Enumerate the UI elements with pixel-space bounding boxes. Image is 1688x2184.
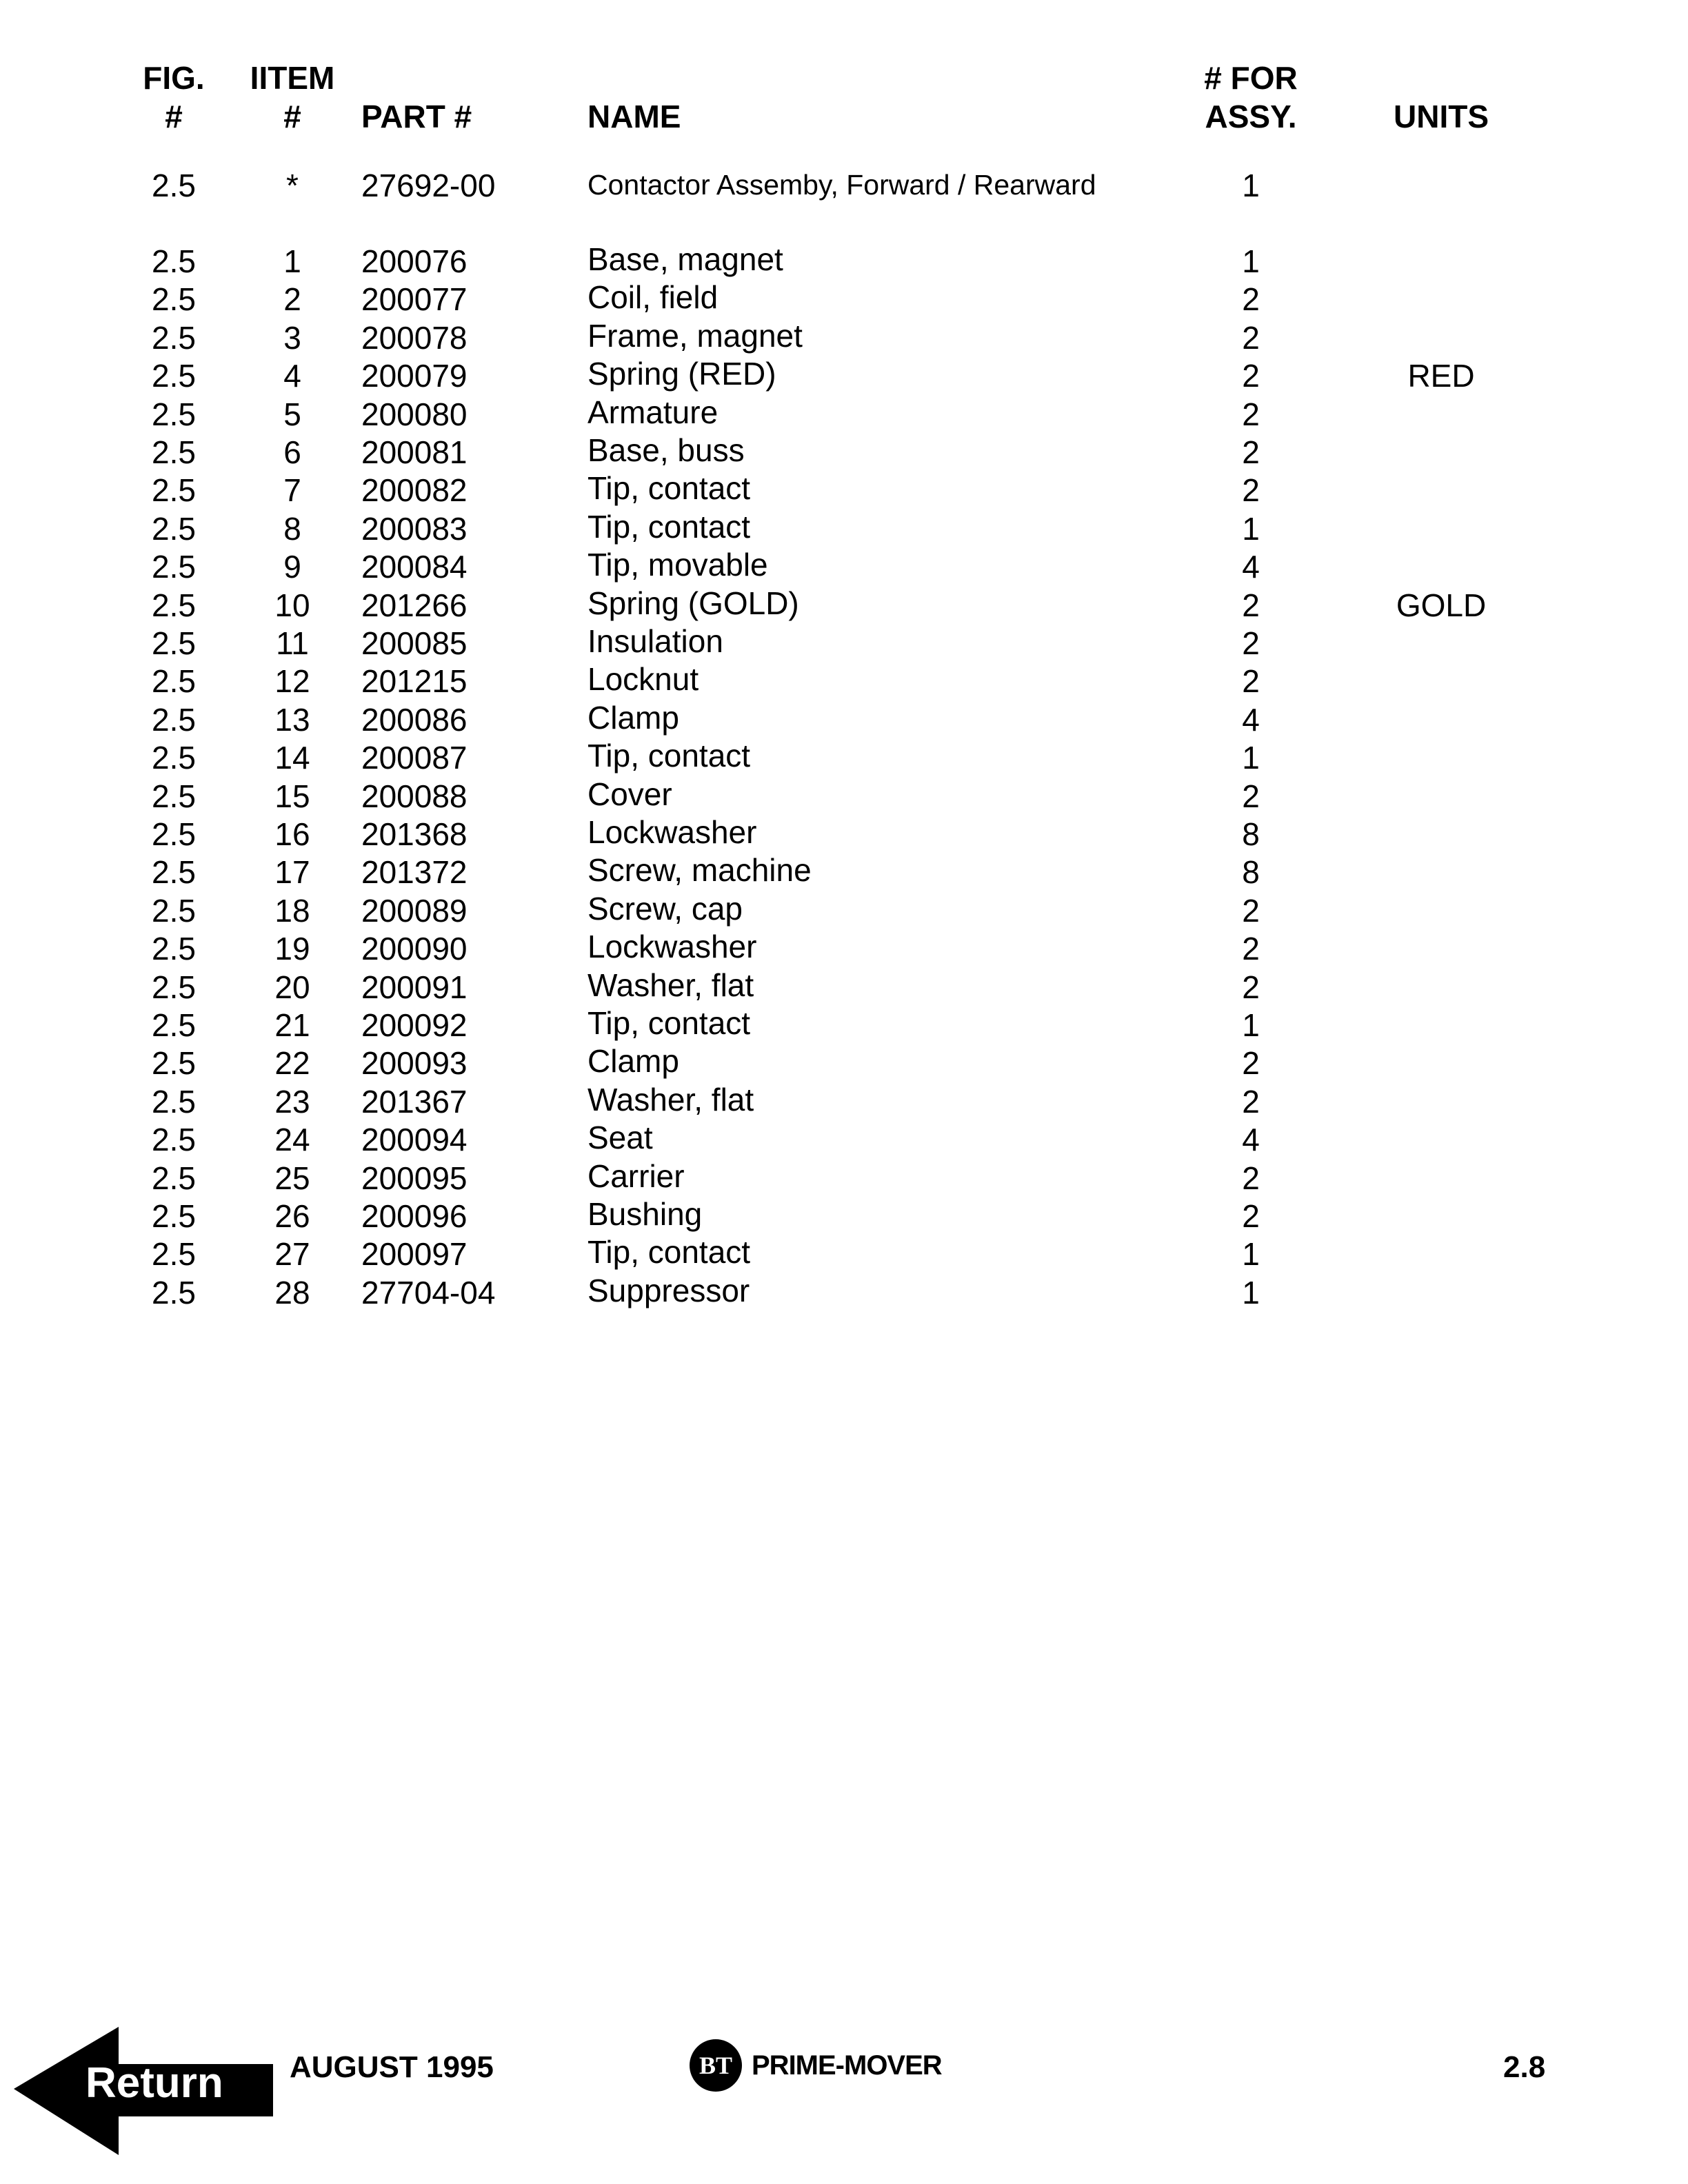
- cell-part: 201367: [361, 1083, 468, 1120]
- header-qty-1: # FOR: [1204, 60, 1298, 96]
- cell-qty: 2: [1242, 319, 1260, 356]
- cell-name: Tip, contact: [587, 1234, 751, 1271]
- cell-qty: 2: [1242, 1198, 1260, 1234]
- cell-part: 200077: [361, 281, 468, 318]
- cell-name: Base, buss: [587, 432, 745, 468]
- cell-part: 201372: [361, 854, 468, 891]
- cell-fig: 2.5: [152, 396, 196, 432]
- header-fig-2: #: [165, 99, 183, 134]
- cell-part: 200088: [361, 778, 468, 814]
- header-name: NAME: [587, 99, 681, 134]
- cell-name: Washer, flat: [587, 1081, 754, 1118]
- cell-part: 27692-00: [361, 168, 496, 203]
- header-units: UNITS: [1394, 99, 1489, 134]
- cell-qty: 1: [1242, 1274, 1260, 1311]
- cell-fig: 2.5: [152, 1122, 196, 1158]
- cell-part: 200078: [361, 319, 468, 356]
- brand-name: PRIME-MOVER: [752, 2050, 942, 2081]
- cell-name: Insulation: [587, 623, 723, 659]
- header-item-1: IITEM: [250, 60, 335, 96]
- cell-part: 200083: [361, 510, 468, 547]
- cell-part: 200082: [361, 472, 468, 509]
- header-qty-2: ASSY.: [1205, 99, 1297, 134]
- cell-qty: 1: [1242, 168, 1260, 203]
- cell-part: 200079: [361, 358, 468, 394]
- cell-name: Spring (RED): [587, 356, 776, 392]
- cell-fig: 2.5: [152, 1274, 196, 1311]
- header-fig-1: FIG.: [143, 60, 205, 96]
- cell-part: 200076: [361, 243, 468, 279]
- cell-name: Coil, field: [587, 279, 719, 316]
- cell-name: Suppressor: [587, 1272, 750, 1308]
- cell-part: 200091: [361, 969, 468, 1005]
- cell-qty: 4: [1242, 549, 1260, 585]
- cell-part: 200084: [361, 549, 468, 585]
- cell-part: 200095: [361, 1160, 468, 1196]
- cell-qty: 2: [1242, 892, 1260, 929]
- cell-part: 200087: [361, 740, 468, 776]
- cell-qty: 2: [1242, 625, 1260, 661]
- cell-item: *: [286, 168, 299, 203]
- cell-item: 17: [274, 854, 310, 891]
- cell-item: 26: [274, 1198, 310, 1234]
- cell-units: GOLD: [1396, 587, 1487, 623]
- cell-name: Seat: [587, 1120, 653, 1156]
- cell-units: RED: [1407, 358, 1475, 394]
- cell-fig: 2.5: [152, 358, 196, 394]
- cell-name: Base, magnet: [587, 241, 783, 277]
- cell-fig: 2.5: [152, 701, 196, 738]
- cell-part: 200093: [361, 1045, 468, 1082]
- cell-fig: 2.5: [152, 1198, 196, 1234]
- cell-name: Frame, magnet: [587, 317, 803, 354]
- cell-fig: 2.5: [152, 243, 196, 279]
- cell-name: Bushing: [587, 1196, 703, 1232]
- cell-part: 200085: [361, 625, 468, 661]
- cell-name: Lockwasher: [587, 814, 757, 850]
- cell-fig: 2.5: [152, 1045, 196, 1082]
- cell-item: 5: [283, 396, 301, 432]
- cell-qty: 1: [1242, 1007, 1260, 1043]
- cell-fig: 2.5: [152, 816, 196, 852]
- cell-fig: 2.5: [152, 663, 196, 700]
- page-number: 2.8: [1503, 2050, 1546, 2084]
- cell-fig: 2.5: [152, 625, 196, 661]
- cell-item: 23: [274, 1083, 310, 1120]
- cell-fig: 2.5: [152, 434, 196, 470]
- cell-qty: 2: [1242, 434, 1260, 470]
- cell-item: 12: [274, 663, 310, 700]
- cell-item: 16: [274, 816, 310, 852]
- cell-item: 7: [283, 472, 301, 509]
- cell-qty: 2: [1242, 969, 1260, 1005]
- cell-name: Screw, cap: [587, 890, 743, 927]
- cell-item: 6: [283, 434, 301, 470]
- cell-item: 14: [274, 740, 310, 776]
- cell-name: Spring (GOLD): [587, 585, 799, 621]
- cell-fig: 2.5: [152, 969, 196, 1005]
- cell-qty: 2: [1242, 281, 1260, 318]
- cell-name: Tip, movable: [587, 547, 768, 583]
- cell-item: 15: [274, 778, 310, 814]
- cell-qty: 1: [1242, 740, 1260, 776]
- cell-qty: 4: [1242, 1122, 1260, 1158]
- cell-item: 27: [274, 1236, 310, 1273]
- cell-part: 201215: [361, 663, 468, 700]
- cell-qty: 1: [1242, 243, 1260, 279]
- cell-fig: 2.5: [152, 168, 196, 203]
- cell-name: Washer, flat: [587, 967, 754, 1003]
- cell-item: 22: [274, 1045, 310, 1082]
- return-button[interactable]: [14, 2027, 276, 2155]
- cell-name: Armature: [587, 394, 719, 430]
- cell-part: 200097: [361, 1236, 468, 1273]
- cell-fig: 2.5: [152, 854, 196, 891]
- footer-date: AUGUST 1995: [290, 2050, 494, 2084]
- cell-fig: 2.5: [152, 740, 196, 776]
- cell-item: 20: [274, 969, 310, 1005]
- cell-item: 11: [276, 625, 309, 661]
- cell-item: 1: [283, 243, 301, 279]
- cell-name: Locknut: [587, 661, 699, 698]
- cell-qty: 2: [1242, 472, 1260, 509]
- cell-part: 201266: [361, 587, 468, 623]
- cell-fig: 2.5: [152, 892, 196, 929]
- bt-logo-icon: BT: [690, 2039, 742, 2092]
- cell-fig: 2.5: [152, 1160, 196, 1196]
- cell-item: 3: [283, 319, 301, 356]
- cell-item: 10: [274, 587, 310, 623]
- cell-item: 21: [274, 1007, 310, 1043]
- cell-item: 24: [274, 1122, 310, 1158]
- header-part: PART #: [361, 99, 472, 134]
- cell-part: 200090: [361, 931, 468, 967]
- cell-fig: 2.5: [152, 510, 196, 547]
- cell-part: 200089: [361, 892, 468, 929]
- cell-fig: 2.5: [152, 1236, 196, 1273]
- cell-item: 18: [274, 892, 310, 929]
- cell-item: 28: [274, 1274, 310, 1311]
- cell-item: 2: [283, 281, 301, 318]
- cell-part: 27704-04: [361, 1274, 496, 1311]
- cell-name: Carrier: [587, 1157, 685, 1194]
- cell-qty: 2: [1242, 931, 1260, 967]
- cell-name: Clamp: [587, 1043, 679, 1080]
- cell-part: 200086: [361, 701, 468, 738]
- cell-qty: 2: [1242, 1160, 1260, 1196]
- cell-fig: 2.5: [152, 931, 196, 967]
- cell-name: Tip, contact: [587, 738, 751, 774]
- cell-item: 13: [274, 701, 310, 738]
- cell-name: Tip, contact: [587, 470, 751, 507]
- cell-qty: 1: [1242, 510, 1260, 547]
- cell-item: 19: [274, 931, 310, 967]
- cell-qty: 2: [1242, 1045, 1260, 1082]
- cell-qty: 2: [1242, 778, 1260, 814]
- cell-qty: 2: [1242, 358, 1260, 394]
- cell-part: 201368: [361, 816, 468, 852]
- cell-qty: 2: [1242, 396, 1260, 432]
- cell-part: 200096: [361, 1198, 468, 1234]
- cell-item: 4: [283, 358, 301, 394]
- cell-name: Contactor Assemby, Forward / Rearward: [587, 169, 1096, 201]
- brand-logo: [690, 2039, 942, 2092]
- cell-qty: 2: [1242, 1083, 1260, 1120]
- cell-qty: 8: [1242, 816, 1260, 852]
- cell-part: 200080: [361, 396, 468, 432]
- cell-qty: 2: [1242, 587, 1260, 623]
- cell-name: Cover: [587, 776, 672, 812]
- cell-item: 25: [274, 1160, 310, 1196]
- cell-qty: 4: [1242, 701, 1260, 738]
- cell-part: 200081: [361, 434, 468, 470]
- cell-fig: 2.5: [152, 1007, 196, 1043]
- cell-qty: 2: [1242, 663, 1260, 700]
- cell-part: 200094: [361, 1122, 468, 1158]
- cell-name: Screw, machine: [587, 852, 812, 889]
- return-label: Return: [86, 2059, 223, 2107]
- cell-fig: 2.5: [152, 1083, 196, 1120]
- cell-name: Clamp: [587, 699, 679, 736]
- cell-name: Tip, contact: [587, 1005, 751, 1041]
- cell-fig: 2.5: [152, 319, 196, 356]
- cell-item: 8: [283, 510, 301, 547]
- cell-fig: 2.5: [152, 472, 196, 509]
- cell-fig: 2.5: [152, 281, 196, 318]
- cell-item: 9: [283, 549, 301, 585]
- cell-name: Lockwasher: [587, 929, 757, 965]
- cell-part: 200092: [361, 1007, 468, 1043]
- cell-name: Tip, contact: [587, 508, 751, 545]
- cell-fig: 2.5: [152, 778, 196, 814]
- cell-qty: 1: [1242, 1236, 1260, 1273]
- cell-fig: 2.5: [152, 587, 196, 623]
- cell-qty: 8: [1242, 854, 1260, 891]
- header-item-2: #: [283, 99, 301, 134]
- cell-fig: 2.5: [152, 549, 196, 585]
